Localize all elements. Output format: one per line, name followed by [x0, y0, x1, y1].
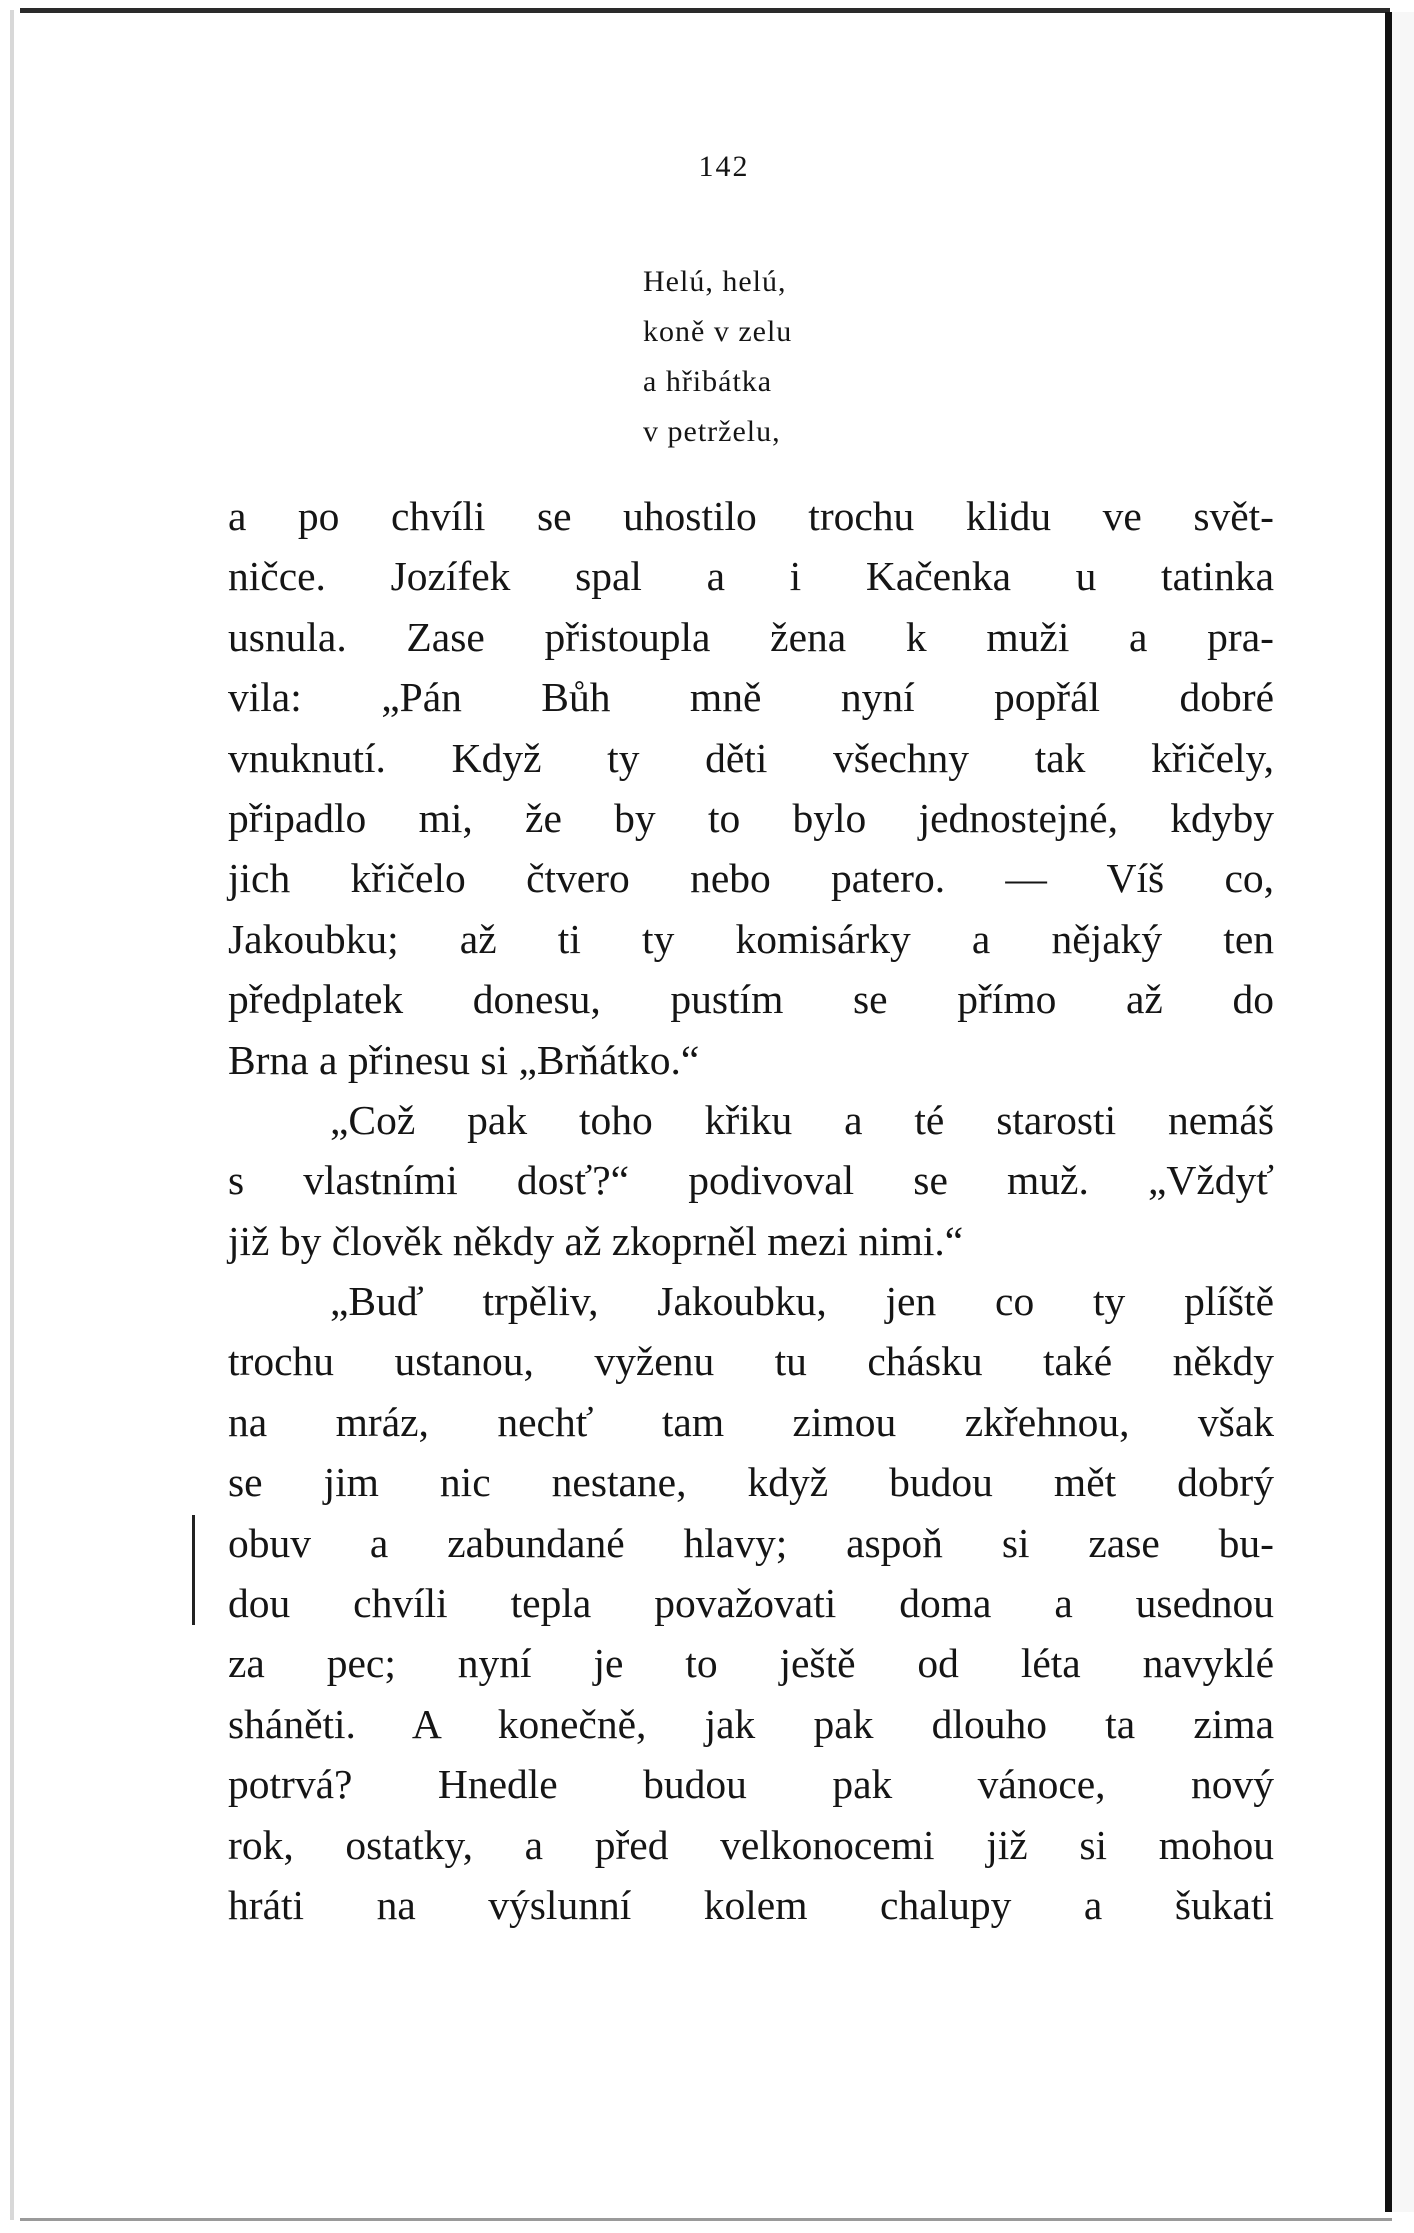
- text-line: vila: „Pán Bůh mně nyní popřál dobré: [228, 674, 1274, 721]
- scan-edge-bottom: [20, 2218, 1392, 2221]
- verse-line: a hřibátka: [643, 365, 773, 398]
- text-line: již by člověk někdy až zkoprněl mezi nimi.“: [228, 1217, 964, 1264]
- scan-edge-right: [1385, 12, 1392, 2212]
- text-line: trochu ustanou, vyženu tu chásku také někdy: [228, 1338, 1274, 1385]
- text-line: se jim nic nestane, když budou mět dobrý: [228, 1459, 1274, 1506]
- text-line: ničce. Jozífek spal a i Kačenka u tatinka: [228, 553, 1274, 600]
- text-line: připadlo mi, že by to bylo jednostejné, kdyby: [228, 794, 1274, 841]
- text-line: hráti na výslunní kolem chalupy a šukati: [228, 1881, 1274, 1928]
- text-line: sháněti. A konečně, jak pak dlouho ta zima: [228, 1700, 1274, 1747]
- margin-pencil-mark: [192, 1515, 195, 1625]
- text-line: a po chvíli se uhostilo trochu klidu ve svět-: [228, 493, 1274, 539]
- text-line: rok, ostatky, a před velkonocemi již si mohou: [228, 1821, 1274, 1868]
- text-line: „Buď trpěliv, Jakoubku, jen co ty plíště: [330, 1278, 1274, 1325]
- scan-edge-left: [10, 10, 14, 2220]
- text-line: s vlastními dosť?“ podivoval se muž. „Vždyť: [228, 1157, 1274, 1204]
- text-line: obuv a zabundané hlavy; aspoň si zase bu-: [228, 1519, 1274, 1566]
- text-line: Jakoubku; až ti ty komisárky a nějaký ten: [228, 915, 1274, 962]
- verse-block: [643, 257, 792, 457]
- text-line: usnula. Zase přistoupla žena k muži a pra-: [228, 613, 1274, 660]
- text-line: na mráz, nechť tam zimou zkřehnou, však: [228, 1398, 1274, 1445]
- scan-edge-top: [20, 8, 1390, 13]
- text-line: dou chvíli tepla považovati doma a usednou: [228, 1580, 1274, 1627]
- verse-line: v petrželu,: [643, 415, 781, 448]
- verse-line: koně v zelu: [643, 315, 793, 348]
- text-line: jich křičelo čtvero nebo patero. — Víš co,: [228, 855, 1274, 902]
- text-line: „Což pak toho křiku a té starosti nemáš: [330, 1096, 1274, 1143]
- page-number: 142: [698, 150, 750, 183]
- text-line: za pec; nyní je to ještě od léta navyklé: [228, 1640, 1274, 1687]
- scan-edge-right-outer: [1392, 12, 1414, 2212]
- verse-line: Helú, helú,: [643, 265, 787, 298]
- text-line: předplatek donesu, pustím se přímo až do: [228, 976, 1274, 1023]
- text-line: potrvá? Hnedle budou pak vánoce, nový: [228, 1761, 1274, 1808]
- text-line: Brna a přinesu si „Brňátko.“: [228, 1036, 700, 1083]
- text-line: vnuknutí. Když ty děti všechny tak křičely,: [228, 734, 1274, 781]
- prose-body: [228, 486, 1274, 1935]
